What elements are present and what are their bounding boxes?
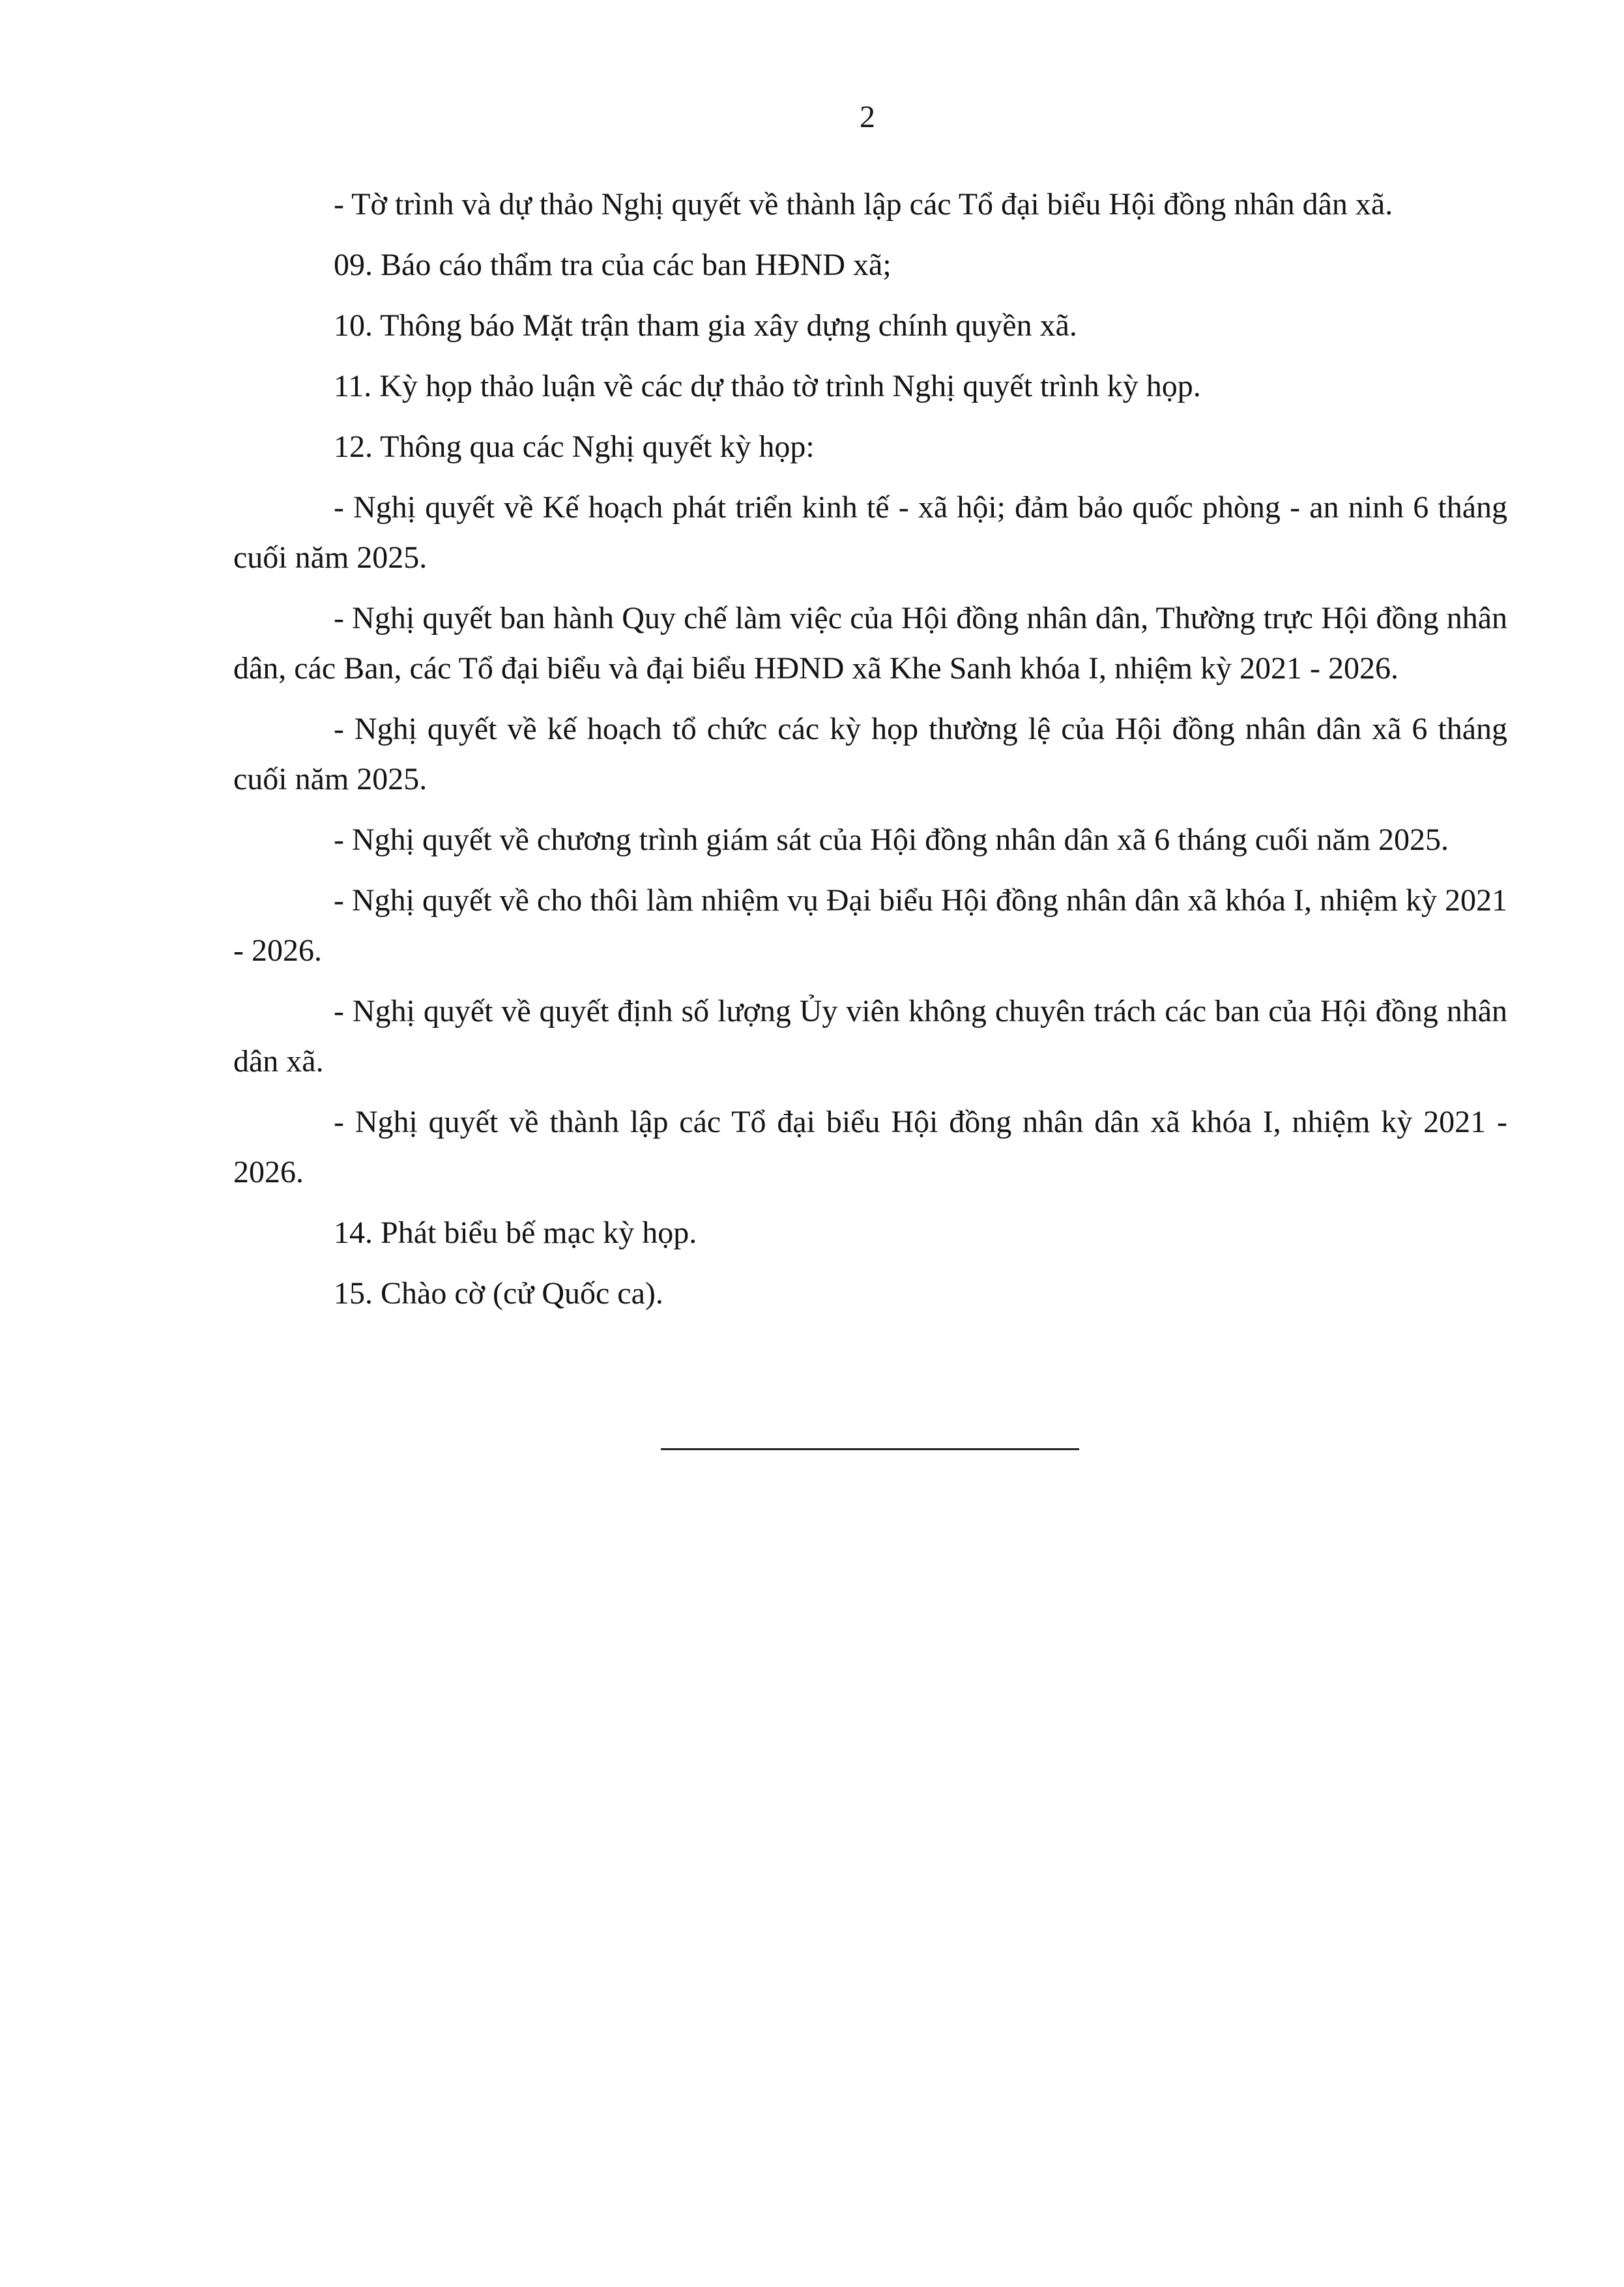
resolution-item-delegate-groups: - Nghị quyết về thành lập các Tổ đại biểu Hội đồng nhân dân xã khóa I, nhiệm kỳ 2021 - 2026. bbox=[233, 1105, 1507, 1189]
resolution-item-regular-sessions-plan: - Nghị quyết về kế hoạch tổ chức các kỳ họp thường lệ của Hội đồng nhân dân xã 6 tháng cuối năm 2025. bbox=[233, 712, 1507, 796]
agenda-item-14: 14. Phát biểu bế mạc kỳ họp. bbox=[334, 1216, 697, 1250]
agenda-item-15: 15. Chào cờ (cử Quốc ca). bbox=[334, 1276, 663, 1311]
document-body bbox=[233, 179, 1507, 1329]
resolution-item-committee-members-count: - Nghị quyết về quyết định số lượng Ủy viên không chuyên trách các ban của Hội đồng nhân dân xã. bbox=[233, 994, 1507, 1079]
agenda-item-draft-resolution-delegate-groups: - Tờ trình và dự thảo Nghị quyết về thành lập các Tổ đại biểu Hội đồng nhân dân xã. bbox=[334, 187, 1393, 222]
resolution-item-delegate-dismissal: - Nghị quyết về cho thôi làm nhiệm vụ Đại biểu Hội đồng nhân dân xã khóa I, nhiệm kỳ 2021 - 2026. bbox=[233, 883, 1507, 968]
resolution-item-socio-economic-plan: - Nghị quyết về Kế hoạch phát triển kinh tế - xã hội; đảm bảo quốc phòng - an ninh 6 tháng cuối năm 2025. bbox=[233, 490, 1507, 575]
resolution-item-working-regulations: - Nghị quyết ban hành Quy chế làm việc của Hội đồng nhân dân, Thường trực Hội đồng nhân dân, các Ban, các Tổ đại biểu và đại biểu HĐND xã Khe Sanh khóa I, nhiệm kỳ 2021 - 2026. bbox=[233, 601, 1507, 686]
agenda-item-09: 09. Báo cáo thẩm tra của các ban HĐND xã; bbox=[334, 248, 892, 282]
agenda-item-10: 10. Thông báo Mặt trận tham gia xây dựng chính quyền xã. bbox=[334, 308, 1077, 343]
end-of-document-rule bbox=[661, 1448, 1079, 1450]
page-number: 2 bbox=[860, 100, 875, 134]
agenda-item-12: 12. Thông qua các Nghị quyết kỳ họp: bbox=[334, 430, 815, 464]
resolution-item-supervision-program: - Nghị quyết về chương trình giám sát của Hội đồng nhân dân xã 6 tháng cuối năm 2025. bbox=[334, 823, 1449, 857]
agenda-item-11: 11. Kỳ họp thảo luận về các dự thảo tờ trình Nghị quyết trình kỳ họp. bbox=[334, 369, 1201, 403]
